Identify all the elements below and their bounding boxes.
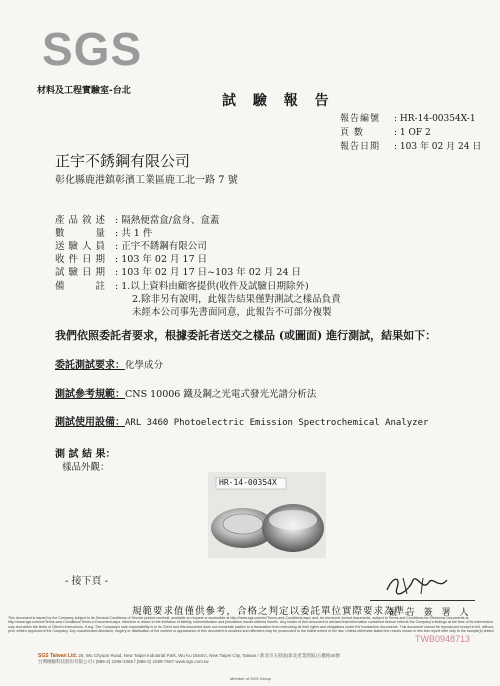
footer-address: 25, Wu Chyuan Road, New Taipei Industrial Park, Wu Ku District, New Taipei City, Taiwan / 新北市五股區(新北產業園區)五權路25號 [78, 653, 340, 658]
continued-mark: - 接下頁 - [65, 576, 109, 587]
footer-phone: t (886-2) 2299-3355 f (886-2) 2299-7657 www.sgs.com.tw [93, 659, 209, 664]
footer-company: SGS Taiwan Ltd. [38, 653, 78, 659]
field-label: 數 量 [55, 228, 110, 239]
sample-tag: HR-14-00354X [219, 478, 277, 487]
field-label: 收件日期 [55, 254, 110, 265]
field-row: 收件日期 : 103 年 02 月 17 日 [55, 251, 207, 265]
method-value: CNS 10006 鐵及鋼之光電式發光光譜分析法 [125, 389, 317, 400]
footer-member: Member of SGS Group [230, 676, 271, 681]
report-title: 試 驗 報 告 [222, 93, 335, 109]
page-count-label: 頁 數 [340, 128, 364, 138]
client-address: 彰化縣鹿港鎮彰濱工業區鹿工北一路 7 號 [55, 175, 238, 186]
field-row: 產品敘述 : 隔熱便當盒/盒身、盒蓋 [55, 212, 219, 226]
field-row: 試驗日期 : 103 年 02 月 17 日~103 年 02 月 24 日 [55, 264, 301, 278]
equipment-value: ARL 3460 Photoelectric Emission Spectrochemical Analyzer [125, 418, 429, 428]
field-value: 103 年 02 月 17 日 [121, 254, 208, 265]
signer-label: 報 告 簽 署 人 [388, 608, 472, 618]
results-label: 測 試 結 果： [55, 449, 116, 460]
legal-fine-print: This document is issued by the Company subject to its General Conditions of Service printed overleaf, available on request or accessible at http://www.sgs.com/en/Terms-and-Conditions.aspx and, for electronic format documents, subject to Terms and Conditions for Electronic Documents at http://www.sgs.com/en/Terms-and-Conditions/Terms-e-Document.aspx. Attention is drawn to the limitation of liability, indemnification and jurisdiction issues defined therein. Any holder of this document is advised that information contained hereon reflects the Company's findings at the time of its intervention only and within the limits of Client's instructions, if any. The Company's sole responsibility is to its Client and this document does not exonerate parties to a transaction from exercising all their rights and obligations under the transaction documents. This document cannot be reproduced except in full, without prior written approval of the Company. Any unauthorized alteration, forgery or falsification of the content or appearance of this document is unlawful and offenders may be prosecuted to the fullest extent of the law. Unless otherwise stated the results shown in this test report refer only to the sample(s) tested. [8, 616, 495, 634]
sgs-logo: SGS [42, 23, 143, 75]
equipment-label: 測試使用設備： [55, 417, 125, 428]
closing-note: 規範要求值僅供參考，合格之判定以委託單位實際要求為準。 [132, 606, 416, 617]
note-line: 未經本公司事先書面同意，此報告不可部分複製 [132, 307, 332, 318]
handwritten-signature [383, 572, 453, 602]
report-number: HR-14-00354X-1 [399, 114, 476, 124]
field-label: 備 註 [55, 281, 110, 292]
footer-company-cn: 台灣檢驗科技股份有限公司 [38, 659, 92, 664]
field-label: 試驗日期 [55, 267, 110, 278]
field-value: 103 年 02 月 17 日~103 年 02 月 24 日 [121, 267, 302, 278]
footer-contact [38, 653, 478, 665]
note-line: 2.除非另有說明，此報告結果僅對測試之樣品負責 [132, 294, 341, 305]
field-value: 共 1 件 [121, 228, 153, 239]
field-row: 數 量 : 共 1 件 [55, 225, 152, 239]
field-label: 送驗人員 [55, 241, 110, 252]
field-label: 產品敘述 [55, 215, 110, 226]
field-row: 送驗人員 : 正宇不銹鋼有限公司 [55, 238, 207, 252]
lab-name: 材料及工程實驗室-台北 [37, 86, 131, 96]
serial-number: TWB0948713 [415, 634, 471, 644]
equipment-row [55, 413, 428, 428]
method-row [55, 385, 316, 400]
sample-photo [208, 472, 326, 558]
photo-label: 樣品外觀： [62, 462, 110, 473]
client-name: 正宇不銹鋼有限公司 [55, 152, 191, 170]
report-date: 103 年 02 月 24 日 [399, 142, 482, 152]
requirement-value: 化學成分 [125, 360, 164, 371]
page-count: 1 OF 2 [399, 128, 431, 138]
requirement-row [55, 356, 163, 371]
report-date-row: 報告日期 : 103 年 02 月 24 日 [340, 139, 481, 152]
page-count-row: 頁 數 : 1 OF 2 [340, 125, 431, 138]
field-value: 隔熱便當盒/盒身、盒蓋 [121, 215, 220, 226]
method-label: 測試參考規範： [55, 389, 125, 400]
field-row: 備 註 : 1.以上資料由顧客提供(收件及試驗日期除外) [55, 278, 309, 292]
report-date-label: 報告日期 [340, 142, 381, 152]
report-number-row: 報告編號 : HR-14-00354X-1 [340, 111, 476, 124]
field-value: 正宇不銹鋼有限公司 [121, 241, 207, 252]
report-number-label: 報告編號 [340, 114, 381, 124]
field-value: 1.以上資料由顧客提供(收件及試驗日期除外) [121, 281, 309, 292]
test-statement: 我們依照委託者要求，根據委託者送交之樣品 (或圖面) 進行測試，結果如下： [55, 329, 437, 342]
requirement-label: 委託測試要求： [55, 360, 125, 371]
